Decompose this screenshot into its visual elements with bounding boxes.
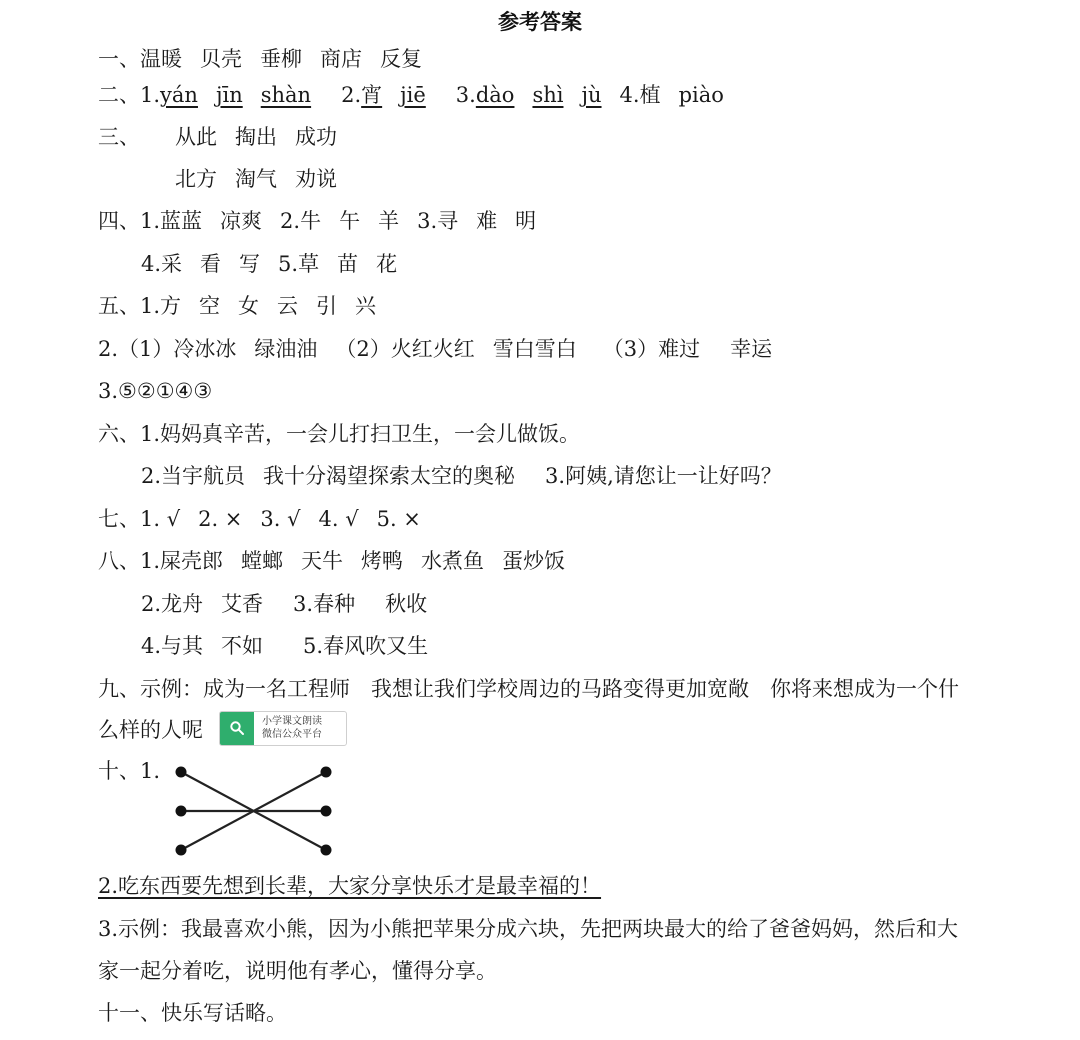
answer-9-line2: 么样的人呢 (98, 718, 203, 742)
answer-6-line1: 六、1.妈妈真辛苦，一会儿打扫卫生，一会儿做饭。 (98, 422, 581, 446)
answer-10-label: 十、1. (98, 759, 161, 783)
answer-10-line3a: 3.示例：我最喜欢小熊，因为小熊把苹果分成六块，先把两块最大的给了爸爸妈妈，然后和大 (98, 917, 959, 941)
wechat-watermark-badge (219, 711, 347, 746)
answer-3-row1: 从此 掏出 成功 (175, 125, 337, 149)
answer-8-row3: 4.与其 不如 5.春风吹又生 (141, 634, 429, 658)
answer-10-line3b: 家一起分着吃，说明他有孝心，懂得分享。 (98, 959, 497, 983)
answer-2: 二、1.yán jīn shàn 2.宵 jiē 3.dào shì jù 4.植 piào (98, 83, 724, 107)
answer-10-line2: 2.吃东西要先想到长辈，大家分享快乐才是最幸福的！ (98, 874, 602, 898)
answer-5-line2: 2.（1）冷冰冰 绿油油 （2）火红火红 雪白雪白 （3）难过 幸运 (98, 337, 773, 361)
answer-6-line2: 2.当宇航员 我十分渴望探索太空的奥秘 3.阿姨,请您让一让好吗？ (141, 464, 782, 488)
right-dot-3 (321, 845, 332, 856)
matching-lines-figure (166, 758, 346, 862)
search-icon (220, 712, 254, 745)
answer-3-row2: 北方 淘气 劝说 (175, 167, 337, 191)
page-title: 参考答案 (498, 10, 582, 34)
answer-9-line1: 九、示例：成为一名工程师 我想让我们学校周边的马路变得更加宽敞 你将来想成为一个什 (98, 677, 959, 701)
left-dot-1 (176, 767, 187, 778)
answer-8-row2: 2.龙舟 艾香 3.春种 秋收 (141, 592, 428, 616)
watermark-line1: 小学课文朗读 (262, 716, 322, 727)
right-dot-2 (321, 806, 332, 817)
answer-4-row2: 4.采 看 写 5.草 苗 花 (141, 252, 398, 276)
answer-5-line3: 3.⑤②①④③ (98, 379, 213, 403)
answer-1: 一、温暖 贝壳 垂柳 商店 反复 (98, 47, 422, 71)
answer-3-num: 三、 (98, 125, 140, 149)
answer-11: 十一、快乐写话略。 (98, 1001, 287, 1025)
right-dot-1 (321, 767, 332, 778)
left-dot-2 (176, 806, 187, 817)
watermark-line2: 微信公众平台 (262, 729, 322, 740)
left-dot-3 (176, 845, 187, 856)
answer-4-row1: 四、1.蓝蓝 凉爽 2.牛 午 羊 3.寻 难 明 (98, 209, 537, 233)
answer-8-row1: 八、1.屎壳郎 螳螂 天牛 烤鸭 水煮鱼 蛋炒饭 (98, 549, 566, 573)
answer-7: 七、1. √ 2. × 3. √ 4. √ 5. × (98, 507, 421, 531)
answer-5-line1: 五、1.方 空 女 云 引 兴 (98, 294, 377, 318)
